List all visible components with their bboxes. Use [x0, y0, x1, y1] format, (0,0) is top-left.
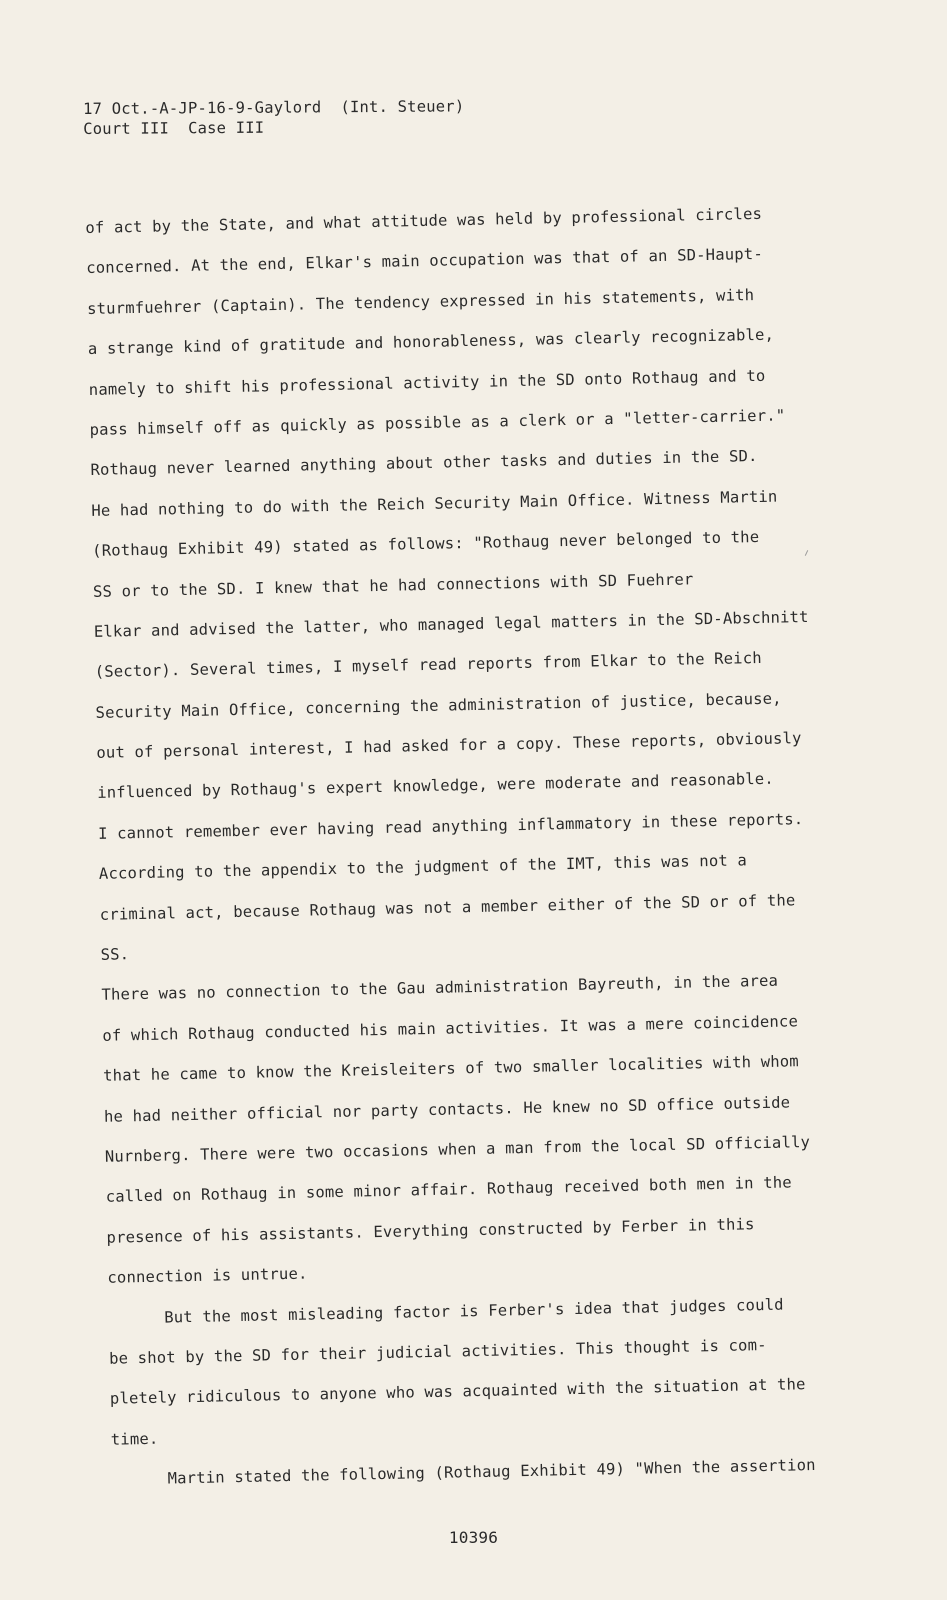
text-line: pass himself off as quickly as possible as a clerk or a "letter-carrier." — [89, 406, 786, 439]
text-line: called on Rothaug in some minor affair. Rothaug received both men in the — [105, 1173, 793, 1207]
text-line: a strange kind of gratitude and honorableness, was clearly recognizable, — [87, 325, 775, 359]
text-line: that he came to know the Kreisleiters of two smaller localities with whom — [102, 1052, 800, 1086]
text-line: Martin stated the following (Rothaug Exhibit 49) "When the assertion — [167, 1456, 816, 1488]
text-line: SS. — [100, 945, 130, 964]
text-line: pletely ridiculous to anyone who was acquainted with the situation at the — [109, 1375, 806, 1409]
text-line: He had nothing to do with the Reich Security Main Office. Witness Martin — [91, 487, 778, 520]
text-line: of which Rothaug conducted his main activities. It was a mere coincidence — [102, 1012, 799, 1045]
text-line: connection is untrue. — [107, 1264, 308, 1287]
text-line: influenced by Rothaug's expert knowledge, were moderate and reasonable. — [97, 770, 775, 803]
header-session-line: 17 Oct.-A-JP-16-9-Gaylord (Int. Steuer) — [83, 97, 465, 118]
document-header — [83, 96, 465, 139]
header-court-line: Court III Case III — [83, 118, 265, 138]
text-line: criminal act, because Rothaug was not a member either of the SD or of the — [99, 890, 796, 924]
text-line: Rothaug never learned anything about other tasks and duties in the SD. — [90, 447, 758, 480]
text-line: (Sector). Several times, I myself read reports from Elkar to the Reich — [94, 649, 762, 682]
text-line: concerned. At the end, Elkar's main occupation was that of an SD-Haupt- — [86, 245, 764, 278]
text-line: But the most misleading factor is Ferber's idea that judges could — [164, 1295, 784, 1327]
text-line: be shot by the SD for their judicial activities. This thought is com- — [108, 1335, 767, 1368]
text-line: Nurnberg. There were two occasions when a man from the local SD officially — [104, 1133, 811, 1166]
text-line: out of personal interest, I had asked for a copy. These reports, obviously — [96, 729, 802, 762]
text-line: sturmfuehrer (Captain). The tendency expressed in his statements, with — [86, 285, 755, 318]
text-line: of act by the State, and what attitude was held by professional circles — [85, 204, 763, 237]
text-line: time. — [110, 1429, 159, 1449]
text-line: he had neither official nor party contacts. He knew no SD office outside — [103, 1093, 791, 1126]
text-line: I cannot remember ever having read anything inflammatory in these reports. — [97, 809, 804, 843]
text-line: Elkar and advised the latter, who managed legal matters in the SD-Abschnitt — [93, 607, 809, 641]
text-line: SS or to the SD. I knew that he had connections with SD Fuehrer — [92, 569, 694, 601]
document-body — [85, 191, 902, 1500]
text-line: There was no connection to the Gau administration Bayreuth, in the area — [101, 972, 779, 1005]
text-line: (Rothaug Exhibit 49) stated as follows: "Rothaug never belonged to the — [91, 528, 760, 561]
text-line: namely to shift his professional activity in the SD onto Rothaug and to — [88, 366, 766, 399]
page-number: 10396 — [448, 1528, 499, 1547]
text-line: Security Main Office, concerning the administration of justice, because, — [95, 689, 782, 722]
text-line: According to the appendix to the judgment of the IMT, this was not a — [98, 851, 748, 884]
text-line: presence of his assistants. Everything constructed by Ferber in this — [106, 1214, 755, 1247]
